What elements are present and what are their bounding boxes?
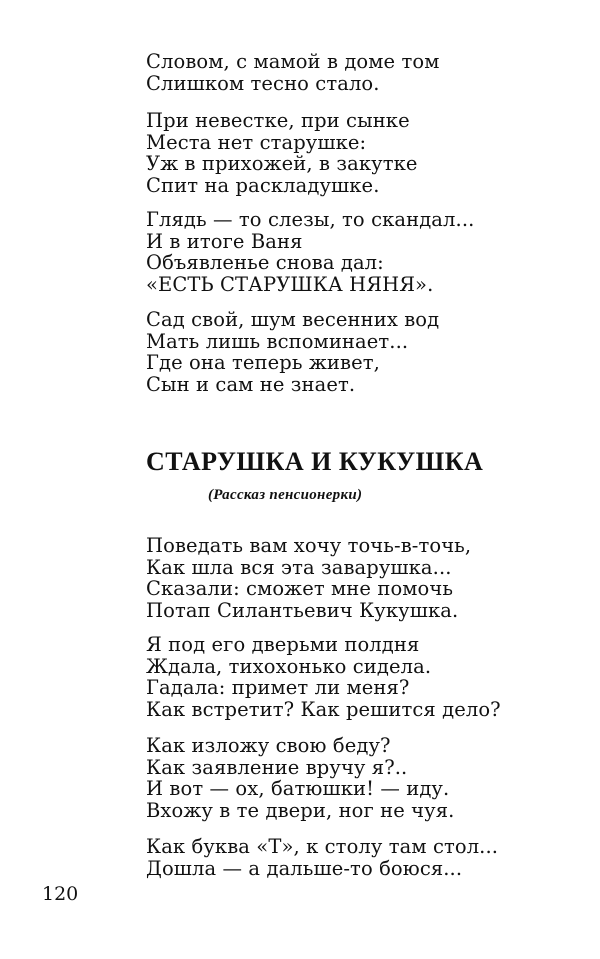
verse-line: При невестке, при сынке	[146, 109, 410, 132]
verse-line: Вхожу в те двери, ног не чуя.	[146, 798, 455, 822]
stanza-6	[146, 634, 566, 720]
verse-line: Сын и сам не знает.	[146, 372, 356, 396]
stanza-8	[146, 836, 566, 879]
verse-line: Словом, с мамой в доме том	[146, 50, 440, 73]
stanza-4	[146, 309, 566, 395]
verse-line: Как заявление вручу я?..	[146, 755, 408, 779]
page-number: 120	[42, 883, 79, 905]
verse-line: «ЕСТЬ СТАРУШКА НЯНЯ».	[146, 272, 434, 296]
verse-line: Спит на раскладушке.	[146, 173, 380, 197]
verse-line: Уж в прихожей, в закутке	[146, 152, 418, 175]
verse-line: Сад свой, шум весенних вод	[146, 308, 440, 331]
verse-line: Глядь — то слезы, то скандал...	[146, 208, 475, 231]
verse-line: Гадала: примет ли меня?	[146, 676, 410, 699]
verse-line: Сказали: сможет мне помочь	[146, 577, 454, 600]
verse-line: И вот — ох, батюшки! — иду.	[146, 777, 450, 800]
stanza-7	[146, 735, 566, 821]
verse-line: Как буква «Т», к столу там стол...	[146, 835, 499, 858]
verse-line: Потап Силантьевич Кукушка.	[146, 598, 459, 622]
verse-line: Объявленье снова дал:	[146, 251, 384, 274]
verse-line: Где она теперь живет,	[146, 351, 380, 374]
verse-line: Поведать вам хочу точь-в-точь,	[146, 534, 472, 557]
verse-line: Как встретит? Как решится дело?	[146, 697, 501, 721]
stanza-3	[146, 209, 566, 295]
verse-line: Ждала, тихохонько сидела.	[146, 654, 432, 678]
verse-line: Я под его дверьми полдня	[146, 633, 420, 656]
stanza-1	[146, 51, 566, 94]
verse-line: И в итоге Ваня	[146, 229, 303, 253]
poem-subtitle: (Рассказ пенсионерки)	[208, 487, 363, 503]
verse-line: Места нет старушке:	[146, 130, 367, 154]
verse-line: Слишком тесно стало.	[146, 71, 380, 95]
poem-title: СТАРУШКА И КУКУШКА	[146, 447, 484, 476]
stanza-5	[146, 535, 566, 621]
stanza-2	[146, 110, 566, 196]
verse-line: Как шла вся эта заварушка...	[146, 555, 452, 579]
verse-line: Как изложу свою беду?	[146, 734, 391, 757]
verse-line: Мать лишь вспоминает...	[146, 329, 409, 353]
verse-line: Дошла — а дальше-то боюся...	[146, 856, 463, 880]
